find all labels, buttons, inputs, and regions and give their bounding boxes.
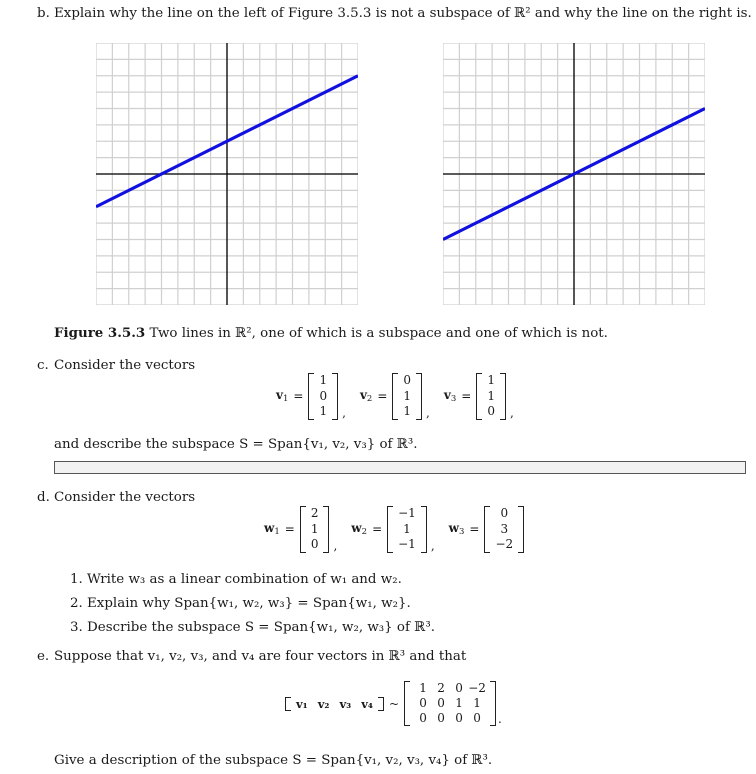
part-b-text: Explain why the line on the left of Figure 3.5.3 is not a subspace of ℝ² and why the line on the right is. [54,6,752,21]
vector-entry: 0 [487,404,495,418]
part-c-intro: Consider the vectors [54,358,196,373]
column-vector-w3 [484,506,524,553]
vector-name-w2: $w_2$ [351,521,368,538]
matrix-entry: −2 [468,681,486,695]
comma: , [333,538,338,553]
vector-entry: 3 [500,521,509,536]
column-vector-v3 [476,373,506,420]
matrix-row [414,681,486,696]
matrix-entry: 0 [455,711,463,725]
part-d-item-1: 1. Write w₃ as a linear combination of w₁ and w₂. [70,572,402,587]
equals-sign: = [469,522,480,537]
comma: , [509,405,514,420]
column-vector-v2 [392,373,422,420]
vectors-c [276,373,514,420]
caption-text: Two lines in ℝ², one of which is a subspace and one of which is not. [149,326,608,341]
matrix-entry: 0 [437,696,445,710]
part-d-item-2: 2. Explain why Span{w₁, w₂, w₃} = Span{w₁, w₂}. [70,596,411,611]
vector-entry: 2 [310,506,319,520]
part-e-intro: Suppose that v₁, v₂, v₃, and v₄ are four vectors in ℝ³ and that [54,649,467,664]
matrix-entry: 1 [419,681,427,695]
comma: , [426,405,430,420]
matrix-entry: 1 [473,696,481,710]
matrix-entry: 1 [455,696,463,710]
equals-sign: = [293,389,304,404]
equals-sign: = [372,522,383,537]
matrix-end-punct: . [498,712,502,726]
left-graph [96,43,358,305]
rref-matrix [404,681,496,726]
vector-name-w3: $w_3$ [448,521,465,538]
vector-entry: −1 [398,537,416,551]
vector-name-v3: $v_3$ [443,388,457,405]
vector-entry: 0 [310,537,319,551]
vector-entry: −1 [398,506,416,520]
column-vector-w1 [300,506,330,553]
answer-input-c[interactable] [54,461,746,474]
matrix-entry: 0 [455,681,463,695]
vector-entry: 0 [403,373,412,387]
row-vector [285,697,384,711]
matrix-entry: 0 [437,711,445,725]
row-vec-v4: v₄ [361,696,373,711]
vector-entry: 1 [310,521,319,536]
part-c-label: c. [37,358,49,373]
part-e-final: Give a description of the subspace S = Span{v₁, v₂, v₃, v₄} of ℝ³. [54,753,493,768]
row-vec-v3: v₃ [339,696,352,711]
part-d-item-3: 3. Describe the subspace S = Span{w₁, w₂, w₃} of ℝ³. [70,620,435,635]
matrix-entry: 2 [437,681,445,695]
part-d-label: d. [37,490,50,505]
figure-caption [54,325,608,341]
tilde-symbol: ~ [388,696,400,711]
vector-entry: 1 [487,373,495,387]
vector-name-w1: $w_1$ [264,521,280,538]
comma: , [342,405,346,420]
matrix-entry: 0 [473,711,481,725]
vector-entry: 1 [319,404,328,418]
part-e-label: e. [37,649,50,664]
vector-entry: 1 [403,388,412,403]
matrix-row [414,696,486,711]
vector-entry: 1 [403,521,411,536]
vectors-d [264,506,524,553]
row-vec-v1: v₁ [296,696,308,711]
caption-label: Figure 3.5.3 [54,325,146,341]
equals-sign: = [284,522,295,537]
part-b-label: b. [37,6,50,21]
part-c-describe: and describe the subspace S = Span{v₁, v₂, v₃} of ℝ³. [54,437,418,452]
vector-entry: 1 [403,404,412,418]
column-vector-v1 [308,373,338,420]
comma: , [430,538,435,553]
equals-sign: = [461,389,472,404]
vector-entry: 0 [500,506,509,520]
vector-name-v1: $v_1$ [276,388,289,405]
matrix-entry: 0 [419,711,427,725]
right-graph [443,43,705,305]
vector-name-v2: $v_2$ [359,388,373,405]
vector-entry: −2 [495,537,514,551]
vector-entry: 1 [487,388,495,403]
matrix-equation-e [285,681,502,726]
vector-entry: 0 [319,388,328,403]
part-d-intro: Consider the vectors [54,490,196,505]
row-vec-v2: v₂ [317,696,330,711]
matrix-entry: 0 [419,696,427,710]
equals-sign: = [377,389,388,404]
column-vector-w2 [387,506,427,553]
vector-entry: 1 [319,373,328,387]
matrix-row [414,711,486,726]
